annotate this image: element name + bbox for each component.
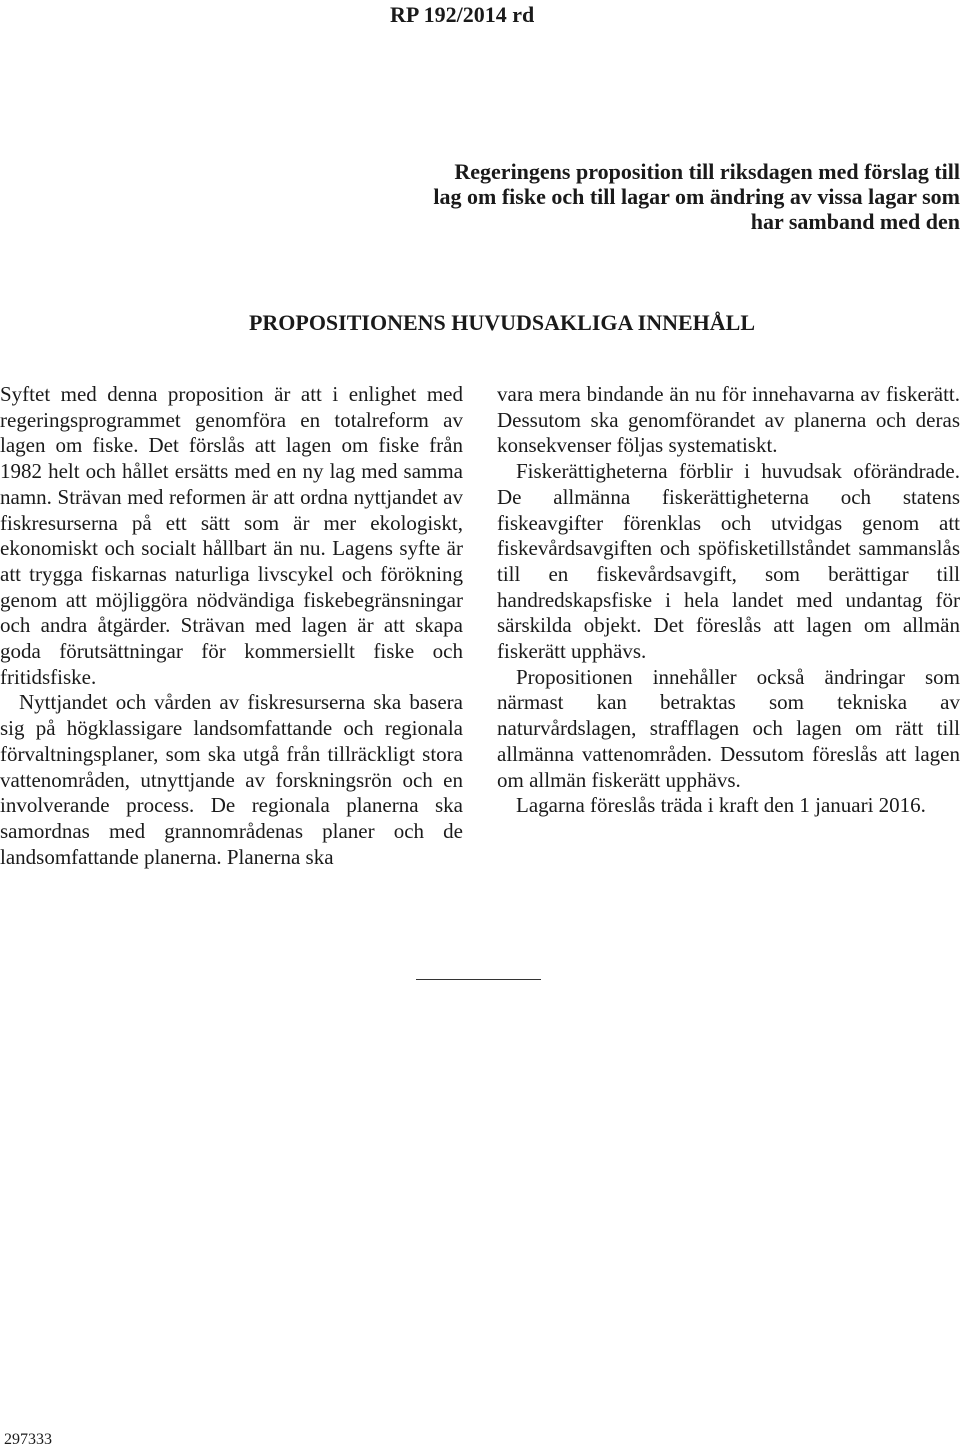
title-line-1: Regeringens proposition till riksdagen med förslag till <box>454 159 960 184</box>
left-column <box>0 382 463 870</box>
document-id: RP 192/2014 rd <box>390 2 535 27</box>
left-paragraph-1: Syftet med denna proposition är att i enlighet med regeringsprogrammet genomföra en totalreform av lagen om fiske. Det förslås att lagen om fiske från 1982 helt och hållet ersätts med en ny lag med samma namn. Strävan med reformen är att ordna nyttjandet av fiskresurserna på ett sätt som är mer ekologiskt, ekonomiskt och socialt hållbart än nu. Lagens syfte är att trygga fiskarnas naturliga livscykel och förökning genom att möjliggöra nödvändiga fiskebegränsningar och andra åtgärder. Strävan med lagen är att skapa goda förutsättningar för kommersiellt fiske och fritidsfiske. <box>0 382 463 689</box>
end-rule <box>416 979 541 980</box>
right-paragraph-4: Lagarna föreslås träda i kraft den 1 januari 2016. <box>516 793 926 818</box>
section-heading-text: PROPOSITIONENS HUVUDSAKLIGA INNEHÅLL <box>248 310 756 335</box>
right-paragraph-2: Fiskerättigheterna förblir i huvudsak oförändrade. De allmänna fiskerättigheterna och statens fiskeavgifter förenklas och utvidgas genom att fiskevårdsavgiften och spöfisketillståndet sammanslås till en fiskevårdsavgift, som berättigar till handredskapsfiske i hela landet med undantag för särskilda objekt. Det föreslås att lagen om allmän fiskerätt upphävs. <box>497 459 960 664</box>
title-line-3: har samband med den <box>750 209 960 234</box>
left-paragraph-2: Nyttjandet och vården av fiskresurserna ska basera sig på högklassigare landsomfattande och regionala förvaltningsplaner, som ska utgå från tillräckligt stora vattenområden, utnyttjande av forskningsrön och en involverande process. De regionala planerna ska samordnas med grannområdenas planer och de landsomfattande planerna. Planerna ska <box>0 690 463 869</box>
proposition-title <box>360 159 960 234</box>
right-paragraph-3: Propositionen innehåller också ändringar som närmast kan betraktas som tekniska av naturvårdslagen, strafflagen och lagen om rätt till allmänna vattenområden. Dessutom föreslås att lagen om allmän fiskerätt upphävs. <box>497 664 960 792</box>
page-number: 297333 <box>4 1431 52 1448</box>
title-line-2: lag om fiske och till lagar om ändring av vissa lagar som <box>433 184 960 209</box>
section-heading <box>0 310 960 336</box>
right-column <box>497 382 960 819</box>
right-paragraph-1: vara mera bindande än nu för innehavarna av fiskerätt. Dessutom ska genomförandet av planerna och deras konsekvenser följas systematiskt. <box>497 382 960 458</box>
